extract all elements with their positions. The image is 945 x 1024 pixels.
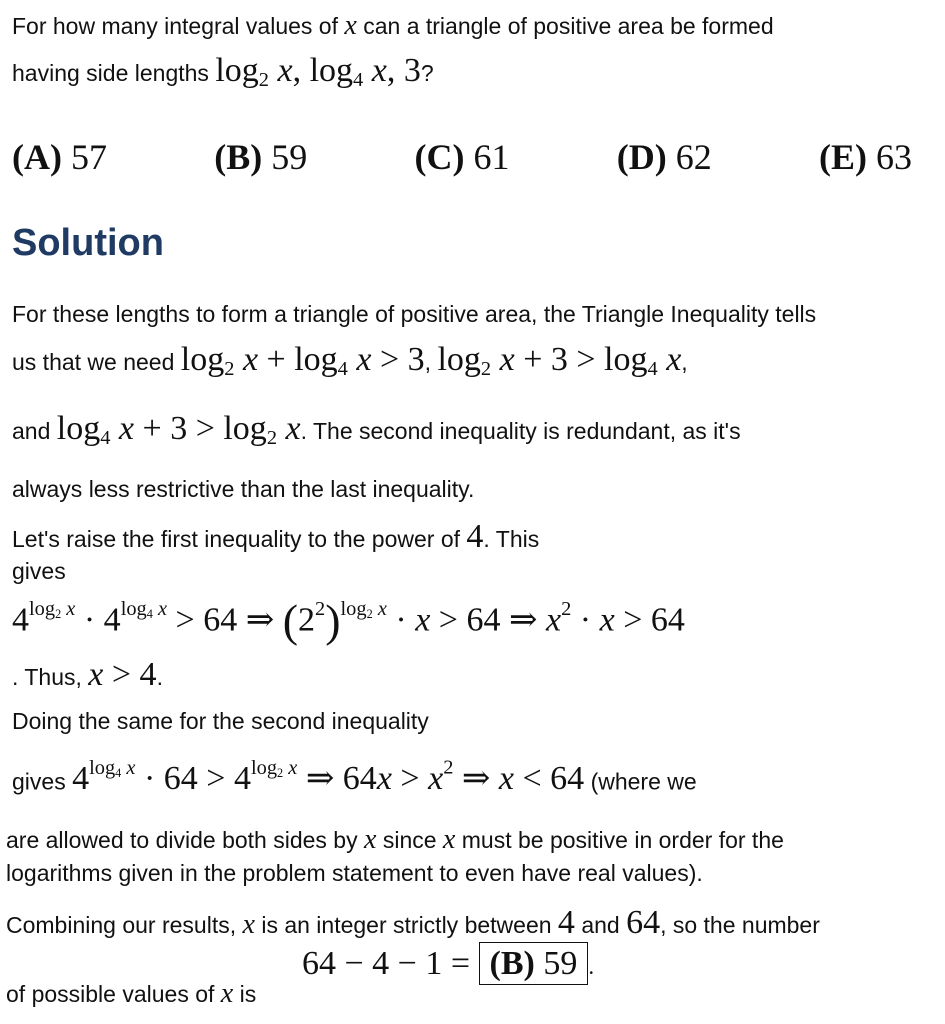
math-inequality-1: $\log_2 x + \log_4 x > 3$	[180, 341, 425, 381]
solution-text: . The second inequality is redundant, as it's	[300, 418, 741, 444]
problem-text: having side lengths	[12, 60, 209, 86]
solution-line: Combining our results, x is an integer strictly between 4 and 64, so the number	[6, 904, 820, 941]
solution-text: of possible values of	[6, 981, 215, 1007]
math-x: x	[344, 10, 357, 41]
answer-box: (B) 59	[479, 942, 589, 985]
answer-expression: 64 − 4 − 1 =	[302, 945, 471, 982]
solution-text: logarithms given in the problem statement to even have real values).	[6, 860, 703, 886]
solution-heading: Solution	[12, 222, 164, 264]
solution-line	[12, 412, 741, 449]
solution-text: , so the number	[660, 912, 820, 938]
solution-line	[12, 710, 429, 733]
math-4: 4	[466, 518, 484, 555]
choice-b: (B) 59	[214, 137, 308, 177]
solution-text: Doing the same for the second inequality	[12, 708, 429, 734]
solution-text: and	[12, 418, 51, 444]
solution-text: is an integer strictly between	[261, 912, 552, 938]
problem-text: ?	[420, 60, 434, 86]
solution-text: Combining our results,	[6, 912, 237, 938]
choice-e: (E) 63	[818, 137, 912, 177]
solution-line	[12, 560, 66, 583]
solution-text: . Thus,	[12, 664, 82, 690]
math-x-gt-4: x > 4	[88, 656, 157, 693]
problem-text: For how many integral values of	[12, 13, 338, 39]
solution-text: is	[239, 981, 257, 1007]
solution-line: are allowed to divide both sides by x since x must be positive in order for the	[6, 824, 784, 855]
solution-line	[12, 478, 474, 501]
solution-text: since	[382, 827, 437, 853]
problem-line-2	[12, 54, 434, 91]
solution-line	[12, 758, 697, 796]
solution-line: . Thus, x > 4.	[12, 656, 163, 693]
math-side-lengths: $\log_2 x$, $\log_4 x$, 3	[215, 52, 421, 92]
answer-choices	[12, 136, 912, 178]
solution-text: must be positive in order for the	[461, 827, 784, 853]
solution-line: of possible values of x is	[6, 978, 257, 1009]
solution-text: Let's raise the first inequality to the power of	[12, 526, 461, 552]
solution-text: us that we need	[12, 349, 175, 375]
solution-text: always less restrictive than the last inequality.	[12, 476, 475, 502]
solution-text: gives	[12, 558, 66, 584]
math-derivation-2: $4^{log_4 x} \cdot 64 > 4^{log_2 x}$ ⇒ $64x > x^2$ ⇒ x < 64	[72, 757, 585, 798]
choice-d: (D) 62	[616, 137, 712, 177]
solution-text: are allowed to divide both sides by	[6, 827, 358, 853]
solution-line	[12, 303, 816, 326]
math-inequality-3: $\log_4 x + 3 > \log_2 x$	[56, 410, 301, 450]
solution-text: and	[581, 912, 620, 938]
problem-text: can a triangle of positive area be formed	[363, 13, 774, 39]
math-derivation-1: $4^{log_2 x} \cdot 4^{log_4 x} > 64$ ⇒ $(2^2)^{log_2 x} \cdot x > 64$ ⇒ $x^2 \cdot x > 64$	[12, 595, 685, 646]
math-inequality-2: $\log_2 x + 3 > \log_4 x$	[437, 341, 682, 381]
solution-text: gives	[12, 768, 66, 795]
solution-line	[12, 520, 539, 554]
solution-text: For these lengths to form a triangle of positive area, the Triangle Inequality tells	[12, 301, 817, 327]
final-answer: 64 − 4 − 1 = (B) 59 .	[302, 947, 594, 981]
solution-text: . This	[483, 526, 540, 552]
problem-line-1	[12, 12, 774, 40]
solution-text: (where we	[590, 768, 697, 795]
choice-a: (A) 57	[12, 137, 107, 177]
choice-c: (C) 61	[414, 137, 510, 177]
solution-line: us that we need $\log_2 x + \log_4 x > 3$, $\log_2 x + 3 > \log_4 x$,	[12, 341, 688, 381]
solution-line	[6, 862, 703, 885]
